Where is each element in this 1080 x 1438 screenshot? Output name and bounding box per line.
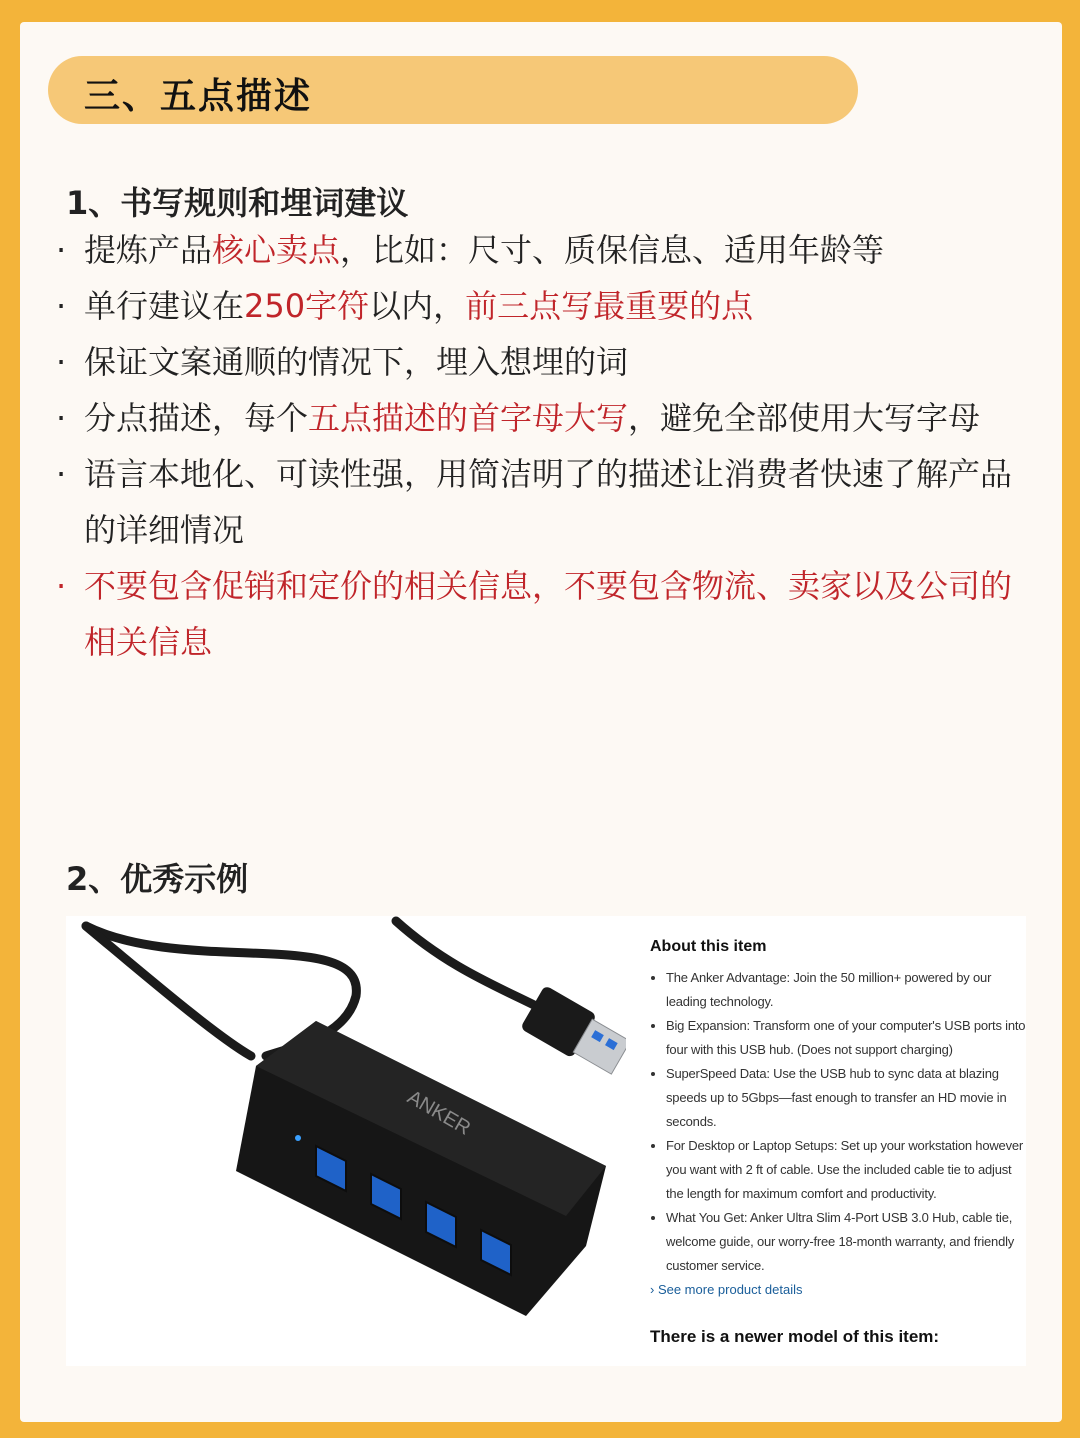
list-item: • The Anker Advantage: Join the 50 million+ powered by our leading technology. — [666, 966, 1026, 1014]
bullet-dot: · — [56, 343, 67, 381]
about-bullets — [650, 966, 1026, 1278]
rule-highlight: 五点描述的首字母大写 — [308, 399, 629, 437]
page-frame — [20, 22, 1062, 1422]
about-this-item — [650, 938, 1026, 1347]
rule-highlight: 250字符 — [244, 287, 370, 325]
list-item: • What You Get: Anker Ultra Slim 4-Port USB 3.0 Hub, cable tie, welcome guide, our worry-free 18-month warranty, and friendly customer service. — [666, 1206, 1026, 1278]
list-item: • For Desktop or Laptop Setups: Set up your workstation however you want with 2 ft of cable. Use the included cable tie to adjust the length for maximum comfort and productivity. — [666, 1134, 1026, 1206]
rule-text: ，比如：尺寸、质保信息、适用年龄等 — [340, 231, 885, 269]
about-title: About this item — [650, 938, 767, 955]
rule-text: 单行建议在 — [84, 287, 245, 325]
list-item: • SuperSpeed Data: Use the USB hub to sync data at blazing speeds up to 5Gbps—fast enough to transfer an HD movie in seconds. — [666, 1062, 1026, 1134]
example-subtitle: 2、优秀示例 — [66, 860, 249, 898]
section-title: 三、五点描述 — [84, 76, 313, 117]
example-image — [66, 916, 1026, 1366]
newer-model-notice: There is a newer model of this item: — [650, 1327, 940, 1346]
rule-text: 保证文案通顺的情况下，埋入想埋的词 — [84, 343, 629, 381]
rule-text: 以内， — [369, 287, 466, 325]
bullet-dot: · — [56, 287, 67, 325]
bullet-dot: · — [56, 455, 67, 493]
anker-logo: ANKER — [403, 1086, 475, 1140]
rule-item — [56, 390, 1016, 446]
rule-text: ，避免全部使用大写字母 — [628, 399, 981, 437]
bullet-dot: · — [56, 399, 67, 437]
section-header — [48, 56, 858, 124]
rule-text: 提炼产品 — [84, 231, 213, 269]
rule-item-warning — [56, 558, 1016, 670]
rule-text: 不要包含促销和定价的相关信息，不要包含物流、卖家以及公司的相关信息 — [84, 567, 1013, 661]
rules-list — [56, 222, 1016, 670]
rule-item — [56, 278, 1016, 334]
usb-hub-image — [66, 916, 626, 1346]
rule-text: 语言本地化、可读性强，用简洁明了的描述让消费者快速了解产品的详细情况 — [84, 455, 1013, 549]
rule-highlight: 前三点写最重要的点 — [465, 287, 754, 325]
rules-subtitle: 1、书写规则和埋词建议 — [66, 184, 409, 222]
rule-item — [56, 446, 1016, 558]
list-item: • Big Expansion: Transform one of your computer's USB ports into four with this USB hub. (Does not support charging) — [666, 1014, 1026, 1062]
rule-item — [56, 222, 1016, 278]
bullet-dot: · — [56, 567, 67, 605]
rule-item — [56, 334, 1016, 390]
rule-highlight: 核心卖点 — [212, 231, 341, 269]
rule-text: 分点描述，每个 — [84, 399, 309, 437]
bullet-dot: · — [56, 231, 67, 269]
see-more-link[interactable]: › See more product details — [650, 1282, 803, 1297]
